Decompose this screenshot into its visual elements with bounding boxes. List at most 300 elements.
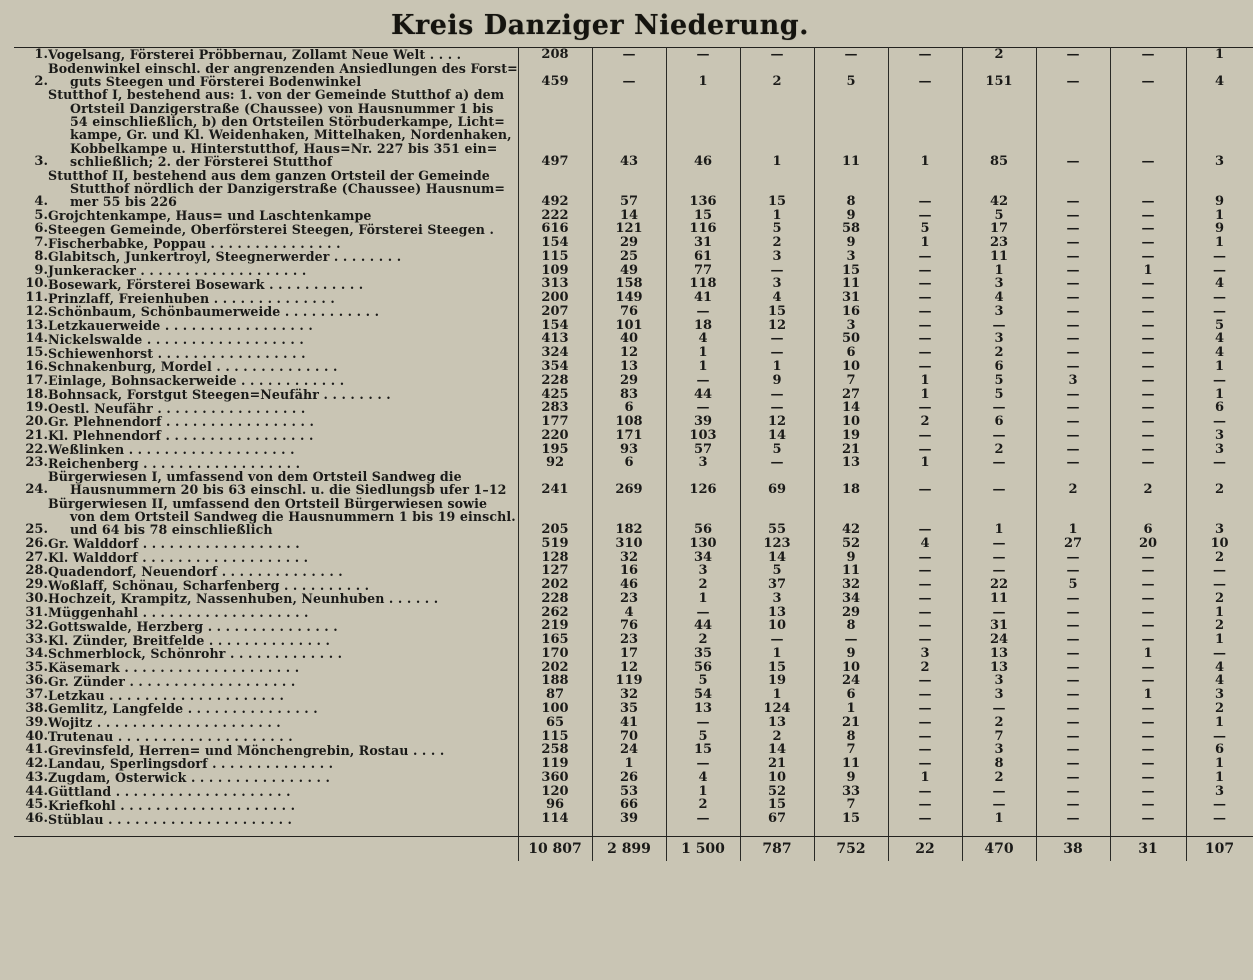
row-index: 8. (34, 248, 48, 264)
value-cell: 3 (1186, 688, 1253, 702)
value-cell: 2 (1036, 470, 1110, 497)
locality-name (48, 798, 518, 812)
value-cell: — (1036, 264, 1110, 278)
locality-name-line: Schönbaum, Schönbaumerweide . . . . . . . . . . . (48, 304, 380, 320)
locality-name (48, 785, 518, 799)
value-cell: — (666, 812, 740, 826)
value-cell: — (888, 633, 962, 647)
value-cell: 109 (518, 264, 592, 278)
value-cell: 32 (592, 551, 666, 565)
value-cell: 324 (518, 346, 592, 360)
value-cell: 3 (1186, 785, 1253, 799)
value-cell: 17 (592, 647, 666, 661)
value-cell: 177 (518, 415, 592, 429)
row-index: 17. (25, 372, 48, 388)
locality-name-line: und 64 bis 78 einschließlich (70, 522, 273, 538)
locality-name (48, 319, 518, 333)
value-cell: 151 (962, 62, 1036, 89)
value-cell: — (1036, 633, 1110, 647)
value-cell: 22 (962, 578, 1036, 592)
locality-name-line: Gottswalde, Herzberg . . . . . . . . . . . . . . . (48, 618, 338, 634)
value-cell: — (888, 812, 962, 826)
value-cell: — (1036, 798, 1110, 812)
value-cell: — (666, 305, 740, 319)
locality-name (48, 702, 518, 716)
value-cell: 31 (666, 236, 740, 250)
value-cell: 9 (814, 551, 888, 565)
total-value-cell: 2 899 (592, 836, 666, 860)
table-row (14, 702, 1253, 716)
table-row (14, 730, 1253, 744)
locality-name-line: Wojitz . . . . . . . . . . . . . . . . . . . . . (48, 715, 281, 731)
value-cell: 3 (1036, 374, 1110, 388)
value-cell: 13 (740, 606, 814, 620)
value-cell: — (888, 702, 962, 716)
row-index: 14. (25, 331, 48, 347)
locality-name-line: Junkeracker . . . . . . . . . . . . . . . . . . . (48, 263, 307, 279)
value-cell: — (1036, 236, 1110, 250)
value-cell: 1 (666, 592, 740, 606)
value-cell: 16 (592, 564, 666, 578)
value-cell: 13 (814, 456, 888, 470)
value-cell: 124 (740, 702, 814, 716)
total-value-cell: 787 (740, 836, 814, 860)
table-row (14, 716, 1253, 730)
row-index: 34. (25, 645, 48, 661)
value-cell: 4 (666, 332, 740, 346)
locality-name (48, 222, 518, 236)
value-cell: — (1036, 250, 1110, 264)
value-cell: — (888, 619, 962, 633)
value-cell: 31 (814, 291, 888, 305)
value-cell: — (1036, 209, 1110, 223)
value-cell: — (1036, 277, 1110, 291)
value-cell: 127 (518, 564, 592, 578)
value-cell: 6 (592, 401, 666, 415)
value-cell: — (1110, 785, 1186, 799)
value-cell: — (1110, 757, 1186, 771)
table-row (14, 209, 1253, 223)
value-cell: 8 (814, 619, 888, 633)
value-cell: 2 (740, 62, 814, 89)
table-row (14, 236, 1253, 250)
value-cell: — (740, 401, 814, 415)
locality-name-line: Einlage, Bohnsackerweide . . . . . . . . . . . . (48, 373, 345, 389)
table-row (14, 415, 1253, 429)
value-cell: 29 (592, 374, 666, 388)
row-index: 3. (34, 153, 48, 169)
table-row (14, 771, 1253, 785)
value-cell: 241 (518, 470, 592, 497)
value-cell: 2 (1110, 470, 1186, 497)
value-cell: 149 (592, 291, 666, 305)
row-index: 12. (25, 303, 48, 319)
value-cell: 14 (740, 429, 814, 443)
value-cell: 9 (814, 647, 888, 661)
value-cell: 2 (962, 443, 1036, 457)
value-cell: — (1036, 48, 1110, 62)
locality-name (48, 716, 518, 730)
total-value-cell: 10 807 (518, 836, 592, 860)
row-index: 27. (25, 549, 48, 565)
value-cell: 3 (740, 277, 814, 291)
value-cell: 21 (740, 757, 814, 771)
table-row (14, 374, 1253, 388)
value-cell: 313 (518, 277, 592, 291)
value-cell: — (888, 798, 962, 812)
value-cell: 24 (962, 633, 1036, 647)
row-index: 10. (25, 276, 48, 292)
value-cell: 9 (814, 771, 888, 785)
value-cell: 3 (1186, 443, 1253, 457)
value-cell: — (962, 606, 1036, 620)
value-cell: — (888, 209, 962, 223)
value-cell: 23 (962, 236, 1036, 250)
value-cell: 54 (666, 688, 740, 702)
locality-name (48, 291, 518, 305)
locality-name-line: Letzkauerweide . . . . . . . . . . . . . . . . . (48, 318, 313, 334)
value-cell: 8 (962, 757, 1036, 771)
value-cell: 9 (1186, 222, 1253, 236)
locality-name (48, 730, 518, 744)
value-cell: 44 (666, 619, 740, 633)
value-cell: — (1110, 401, 1186, 415)
value-cell: 35 (666, 647, 740, 661)
row-index: 2. (34, 73, 48, 89)
value-cell: — (1110, 730, 1186, 744)
row-index: 28. (25, 563, 48, 579)
value-cell: — (1186, 730, 1253, 744)
locality-name-line: Zugdam, Osterwick . . . . . . . . . . . . . . . . (48, 770, 330, 786)
locality-name-line: Fischerbabke, Poppau . . . . . . . . . . . . . . . (48, 235, 341, 251)
value-cell: — (592, 62, 666, 89)
value-cell: 2 (666, 798, 740, 812)
value-cell: — (962, 537, 1036, 551)
locality-name (48, 236, 518, 250)
table-row (14, 812, 1253, 826)
value-cell: — (740, 48, 814, 62)
value-cell: — (666, 401, 740, 415)
locality-name-line: Stüblau . . . . . . . . . . . . . . . . . . . . . (48, 811, 293, 827)
locality-name-line: Gemlitz, Langfelde . . . . . . . . . . . . . . . (48, 701, 318, 717)
locality-name-line: Kobbelkampe u. Hinterstutthof, Haus=Nr. 227 bis 351 ein= (70, 140, 498, 156)
locality-name-line: Schiewenhorst . . . . . . . . . . . . . . . . . (48, 345, 306, 361)
locality-name-line: Gr. Zünder . . . . . . . . . . . . . . . . . . . (48, 673, 296, 689)
value-cell: 7 (814, 374, 888, 388)
value-cell: — (1036, 415, 1110, 429)
value-cell: 262 (518, 606, 592, 620)
value-cell: 3 (888, 647, 962, 661)
value-cell: — (1110, 551, 1186, 565)
value-cell: 18 (666, 319, 740, 333)
row-index: 4. (34, 193, 48, 209)
value-cell: — (1110, 578, 1186, 592)
locality-name (48, 743, 518, 757)
value-cell: — (740, 456, 814, 470)
value-cell: 15 (814, 812, 888, 826)
value-cell: 18 (814, 470, 888, 497)
value-cell: 44 (666, 388, 740, 402)
locality-name-line: Steegen Gemeinde, Oberförsterei Steegen, Försterei Steegen . (48, 221, 494, 237)
value-cell: 205 (518, 497, 592, 537)
value-cell: — (888, 564, 962, 578)
locality-name (48, 757, 518, 771)
value-cell: 519 (518, 537, 592, 551)
row-index: 32. (25, 618, 48, 634)
value-cell: 41 (666, 291, 740, 305)
locality-name-line: guts Steegen und Försterei Bodenwinkel (70, 74, 362, 90)
value-cell: 1 (888, 236, 962, 250)
value-cell: — (888, 606, 962, 620)
row-index: 19. (25, 400, 48, 416)
value-cell: — (1110, 62, 1186, 89)
value-cell: 3 (666, 456, 740, 470)
row-index: 23. (25, 455, 48, 471)
value-cell: 69 (740, 470, 814, 497)
value-cell: 1 (962, 497, 1036, 537)
table-row (14, 606, 1253, 620)
table-row (14, 456, 1253, 470)
locality-name (48, 429, 518, 443)
value-cell: — (1036, 564, 1110, 578)
value-cell: — (1036, 62, 1110, 89)
value-cell: 1 (740, 688, 814, 702)
table-row (14, 62, 1253, 89)
value-cell: 7 (962, 730, 1036, 744)
value-cell: — (1036, 291, 1110, 305)
value-cell: — (666, 757, 740, 771)
value-cell: 200 (518, 291, 592, 305)
locality-name-line: Bodenwinkel einschl. der angrenzenden Ansiedlungen des Forst= (48, 60, 518, 76)
value-cell: 3 (666, 564, 740, 578)
locality-name (48, 332, 518, 346)
locality-name-line: Käsemark . . . . . . . . . . . . . . . . . . . . (48, 660, 300, 676)
locality-name (48, 346, 518, 360)
value-cell: 1 (1186, 388, 1253, 402)
value-cell: — (1036, 456, 1110, 470)
value-cell: 12 (740, 319, 814, 333)
row-index: 11. (25, 290, 48, 306)
value-cell: — (1110, 716, 1186, 730)
value-cell: 5 (666, 674, 740, 688)
value-cell: — (740, 346, 814, 360)
value-cell: 1 (962, 812, 1036, 826)
row-index: 7. (34, 235, 48, 251)
value-cell: 20 (1110, 537, 1186, 551)
value-cell: 52 (740, 785, 814, 799)
value-cell: 2 (888, 415, 962, 429)
value-cell: 1 (1186, 209, 1253, 223)
row-index: 46. (25, 811, 48, 827)
locality-name-line: Ortsteil Danzigerstraße (Chaussee) von Hausnummer 1 bis (70, 100, 494, 116)
value-cell: 3 (1186, 88, 1253, 168)
value-cell: 114 (518, 812, 592, 826)
value-cell: — (1036, 429, 1110, 443)
table-row (14, 470, 1253, 497)
value-cell: 195 (518, 443, 592, 457)
value-cell: 15 (740, 661, 814, 675)
value-cell: 4 (1186, 62, 1253, 89)
locality-name (48, 169, 518, 209)
locality-name-line: Hausnummern 20 bis 63 einschl. u. die Siedlungsb ufer 1–12 (70, 482, 507, 498)
value-cell: — (1110, 250, 1186, 264)
value-cell: 34 (666, 551, 740, 565)
table-row (14, 264, 1253, 278)
value-cell: 128 (518, 551, 592, 565)
value-cell: — (1036, 812, 1110, 826)
table-row (14, 798, 1253, 812)
value-cell: 2 (962, 48, 1036, 62)
value-cell: — (1036, 661, 1110, 675)
value-cell: 2 (1186, 619, 1253, 633)
value-cell: — (888, 48, 962, 62)
locality-name (48, 497, 518, 537)
value-cell: 269 (592, 470, 666, 497)
value-cell: 360 (518, 771, 592, 785)
value-cell: — (1186, 798, 1253, 812)
value-cell: — (888, 785, 962, 799)
value-cell: 11 (814, 757, 888, 771)
value-cell: — (1110, 743, 1186, 757)
total-value-cell: 31 (1110, 836, 1186, 860)
value-cell: 11 (814, 88, 888, 168)
locality-name (48, 415, 518, 429)
statistics-table-wrapper (14, 47, 1235, 861)
value-cell: 3 (1186, 429, 1253, 443)
value-cell: 6 (814, 346, 888, 360)
value-cell: 1 (888, 388, 962, 402)
value-cell: 87 (518, 688, 592, 702)
value-cell: — (1036, 360, 1110, 374)
value-cell: 4 (1186, 277, 1253, 291)
locality-name-line: Glabitsch, Junkertroyl, Steegnerwerder . . . . . . . . (48, 249, 402, 265)
value-cell: 13 (962, 647, 1036, 661)
value-cell: 3 (962, 277, 1036, 291)
value-cell: 1 (740, 209, 814, 223)
value-cell: — (1110, 277, 1186, 291)
value-cell: 4 (1186, 661, 1253, 675)
table-row (14, 688, 1253, 702)
value-cell: 7 (814, 798, 888, 812)
value-cell: — (962, 551, 1036, 565)
value-cell: 120 (518, 785, 592, 799)
value-cell: 27 (814, 388, 888, 402)
value-cell: — (888, 716, 962, 730)
value-cell: — (1186, 647, 1253, 661)
value-cell: 77 (666, 264, 740, 278)
value-cell: 5 (740, 443, 814, 457)
table-row (14, 250, 1253, 264)
value-cell: 2 (1186, 551, 1253, 565)
value-cell: 5 (814, 62, 888, 89)
locality-name-line: Grojchtenkampe, Haus= und Laschtenkampe (48, 207, 372, 223)
value-cell: — (888, 497, 962, 537)
value-cell: — (888, 443, 962, 457)
value-cell: 93 (592, 443, 666, 457)
locality-name-line: Bürgerwiesen I, umfassend von dem Ortsteil Sandweg die (48, 469, 462, 485)
value-cell: — (888, 277, 962, 291)
table-row (14, 592, 1253, 606)
value-cell: — (888, 250, 962, 264)
value-cell: — (962, 470, 1036, 497)
value-cell: 24 (592, 743, 666, 757)
statistics-table (14, 47, 1253, 861)
value-cell: 130 (666, 537, 740, 551)
value-cell: 222 (518, 209, 592, 223)
value-cell: 15 (666, 209, 740, 223)
value-cell: — (1036, 743, 1110, 757)
value-cell: 126 (666, 470, 740, 497)
value-cell: 1 (962, 264, 1036, 278)
value-cell: 3 (814, 319, 888, 333)
value-cell: 1 (740, 360, 814, 374)
value-cell: 228 (518, 374, 592, 388)
value-cell: — (962, 798, 1036, 812)
value-cell: 497 (518, 88, 592, 168)
page-title: Kreis Danziger Niederung. (391, 10, 809, 41)
value-cell: 17 (962, 222, 1036, 236)
value-cell: 96 (518, 798, 592, 812)
value-cell: 2 (1186, 470, 1253, 497)
value-cell: — (1110, 771, 1186, 785)
value-cell: 50 (814, 332, 888, 346)
row-index: 5. (34, 207, 48, 223)
value-cell: 258 (518, 743, 592, 757)
locality-name (48, 374, 518, 388)
value-cell: — (1186, 564, 1253, 578)
value-cell: — (1036, 674, 1110, 688)
value-cell: 15 (740, 798, 814, 812)
locality-name (48, 592, 518, 606)
value-cell: 1 (1036, 497, 1110, 537)
value-cell: — (1110, 222, 1186, 236)
value-cell: — (888, 551, 962, 565)
value-cell: 208 (518, 48, 592, 62)
locality-name-line: Bohnsack, Forstgut Steegen=Neufähr . . . . . . . . (48, 386, 391, 402)
locality-name (48, 88, 518, 168)
value-cell: 492 (518, 169, 592, 209)
locality-name-line: Güttland . . . . . . . . . . . . . . . . . . . . (48, 784, 291, 800)
value-cell: — (1110, 48, 1186, 62)
row-index: 29. (25, 577, 48, 593)
locality-name (48, 564, 518, 578)
value-cell: — (888, 578, 962, 592)
row-index: 15. (25, 345, 48, 361)
value-cell: 29 (814, 606, 888, 620)
value-cell: 1 (666, 346, 740, 360)
table-row (14, 48, 1253, 62)
row-index: 18. (25, 386, 48, 402)
locality-name-line: Landau, Sperlingsdorf . . . . . . . . . . . . . . (48, 756, 334, 772)
total-value-cell: 1 500 (666, 836, 740, 860)
locality-name (48, 688, 518, 702)
row-index: 42. (25, 756, 48, 772)
value-cell: — (740, 388, 814, 402)
value-cell: 9 (1186, 169, 1253, 209)
value-cell: 4 (666, 771, 740, 785)
locality-name-line: Hochzeit, Krampitz, Nassenhuben, Neunhuben . . . . . . (48, 591, 439, 607)
value-cell: 13 (666, 702, 740, 716)
value-cell: — (1036, 401, 1110, 415)
value-cell: — (1036, 702, 1110, 716)
value-cell: 14 (814, 401, 888, 415)
table-row (14, 564, 1253, 578)
value-cell: — (888, 401, 962, 415)
value-cell: 5 (962, 209, 1036, 223)
value-cell: — (1110, 360, 1186, 374)
value-cell: — (1110, 456, 1186, 470)
value-cell: 66 (592, 798, 666, 812)
